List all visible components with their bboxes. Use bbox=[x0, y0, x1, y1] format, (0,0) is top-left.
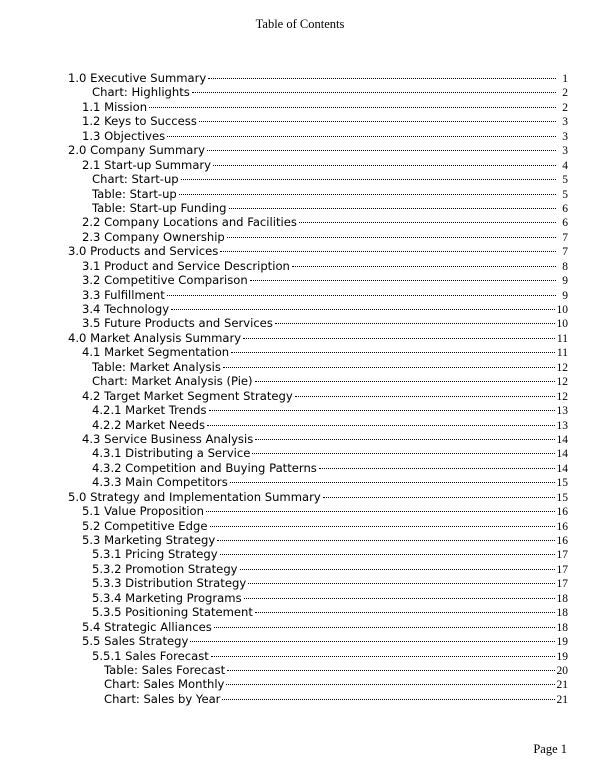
dot-leader bbox=[323, 497, 555, 498]
toc-entry[interactable] bbox=[68, 201, 568, 215]
toc-entry-label: 5.2 Competitive Edge bbox=[82, 518, 208, 533]
toc-entry[interactable] bbox=[68, 374, 568, 388]
dot-leader bbox=[230, 482, 555, 483]
dot-leader bbox=[199, 121, 556, 122]
toc-entry-label: 4.2.2 Market Needs bbox=[92, 417, 206, 432]
toc-entry-label: 5.3.5 Positioning Statement bbox=[92, 605, 253, 620]
toc-entry[interactable] bbox=[68, 475, 568, 489]
dot-leader bbox=[240, 569, 555, 570]
toc-entry[interactable] bbox=[68, 158, 568, 172]
toc-entry[interactable] bbox=[68, 605, 568, 619]
dot-leader bbox=[227, 670, 554, 671]
dot-leader bbox=[243, 338, 555, 339]
toc-entry-label: Table: Start-up Funding bbox=[92, 200, 227, 215]
toc-entry-page-number: 4 bbox=[562, 159, 568, 172]
toc-entry-page-number: 12 bbox=[556, 361, 568, 374]
toc-entry[interactable] bbox=[68, 302, 568, 316]
toc-entry-page-number: 14 bbox=[556, 433, 568, 446]
toc-entry-label: 4.3.3 Main Competitors bbox=[92, 475, 228, 490]
dot-leader bbox=[231, 352, 555, 353]
toc-entry-page-number: 14 bbox=[556, 448, 568, 461]
toc-entry[interactable] bbox=[68, 634, 568, 648]
dot-leader bbox=[275, 323, 555, 324]
dot-leader bbox=[250, 280, 556, 281]
dot-leader bbox=[206, 511, 555, 512]
toc-entry-label: 4.3.1 Distributing a Service bbox=[92, 446, 251, 461]
dot-leader bbox=[181, 179, 556, 180]
dot-leader bbox=[292, 266, 556, 267]
toc-entry[interactable] bbox=[68, 273, 568, 287]
toc-entry-label: 4.3 Service Business Analysis bbox=[82, 431, 254, 446]
toc-entry-label: 5.4 Strategic Alliances bbox=[82, 619, 212, 634]
toc-entry-label: 4.2.1 Market Trends bbox=[92, 403, 207, 418]
toc-entry-page-number: 11 bbox=[556, 332, 568, 345]
toc-entry-page-number: 7 bbox=[562, 231, 568, 244]
toc-entry[interactable] bbox=[68, 461, 568, 475]
toc-entry[interactable] bbox=[68, 432, 568, 446]
dot-leader bbox=[190, 641, 554, 642]
dot-leader bbox=[220, 251, 556, 252]
toc-entry-label: 5.3.1 Pricing Strategy bbox=[92, 547, 218, 562]
toc-entry[interactable] bbox=[68, 316, 568, 330]
toc-entry-page-number: 18 bbox=[556, 592, 568, 605]
table-of-contents bbox=[68, 71, 568, 706]
toc-entry[interactable] bbox=[68, 490, 568, 504]
toc-entry-label: 5.5 Sales Strategy bbox=[82, 634, 189, 649]
toc-entry-page-number: 1 bbox=[562, 73, 568, 85]
dot-leader bbox=[211, 656, 555, 657]
toc-entry-page-number: 21 bbox=[556, 693, 568, 706]
toc-entry[interactable] bbox=[68, 360, 568, 374]
toc-entry[interactable] bbox=[68, 345, 568, 359]
toc-entry-page-number: 10 bbox=[556, 304, 568, 316]
toc-entry-page-number: 13 bbox=[556, 419, 568, 432]
toc-entry-label: 2.3 Company Ownership bbox=[82, 229, 225, 244]
toc-entry-page-number: 12 bbox=[556, 376, 568, 389]
dot-leader bbox=[207, 425, 554, 426]
dot-leader bbox=[208, 78, 556, 79]
toc-entry-label: 1.3 Objectives bbox=[82, 128, 166, 143]
toc-entry-label: 3.5 Future Products and Services bbox=[82, 316, 273, 331]
toc-entry-label: 2.2 Company Locations and Facilities bbox=[82, 215, 297, 230]
toc-entry-label: 3.0 Products and Services bbox=[68, 244, 219, 259]
toc-entry-page-number: 10 bbox=[556, 318, 568, 331]
toc-entry-label: 5.0 Strategy and Implementation Summary bbox=[68, 489, 321, 504]
toc-entry[interactable] bbox=[68, 677, 568, 691]
toc-entry[interactable] bbox=[68, 259, 568, 273]
toc-entry-page-number: 17 bbox=[556, 578, 568, 591]
dot-leader bbox=[227, 237, 556, 238]
dot-leader bbox=[149, 107, 556, 108]
dot-leader bbox=[207, 150, 556, 151]
toc-entry-page-number: 5 bbox=[562, 188, 568, 201]
toc-entry[interactable] bbox=[68, 418, 568, 432]
toc-entry-page-number: 7 bbox=[562, 246, 568, 259]
toc-entry-page-number: 16 bbox=[556, 506, 568, 519]
dot-leader bbox=[214, 627, 555, 628]
toc-entry-label: 5.3 Marketing Strategy bbox=[82, 533, 216, 547]
dot-leader bbox=[167, 295, 556, 296]
toc-entry-label: 4.0 Market Analysis Summary bbox=[68, 330, 242, 345]
toc-entry[interactable] bbox=[68, 215, 568, 229]
toc-entry-label: 4.1 Market Segmentation bbox=[82, 345, 230, 360]
toc-entry[interactable] bbox=[68, 562, 568, 576]
toc-entry[interactable] bbox=[68, 100, 568, 114]
toc-entry-page-number: 9 bbox=[562, 275, 568, 288]
toc-entry-label: Table: Sales Forecast bbox=[104, 662, 226, 677]
toc-entry-page-number: 17 bbox=[556, 549, 568, 562]
toc-entry-page-number: 15 bbox=[556, 477, 568, 490]
toc-entry[interactable] bbox=[68, 692, 568, 706]
toc-entry[interactable] bbox=[68, 230, 568, 244]
dot-leader bbox=[252, 453, 554, 454]
toc-entry[interactable] bbox=[68, 547, 568, 561]
dot-leader bbox=[229, 208, 557, 209]
toc-entry[interactable] bbox=[68, 187, 568, 201]
toc-entry-label: 4.3.2 Competition and Buying Patterns bbox=[92, 460, 317, 475]
toc-entry-label: 3.1 Product and Service Description bbox=[82, 258, 290, 273]
toc-entry-label: 2.0 Company Summary bbox=[68, 143, 205, 158]
dot-leader bbox=[319, 468, 555, 469]
toc-entry-page-number: 17 bbox=[556, 563, 568, 576]
toc-entry-label: 3.2 Competitive Comparison bbox=[82, 273, 248, 288]
toc-entry[interactable] bbox=[68, 620, 568, 634]
toc-entry-page-number: 18 bbox=[556, 621, 568, 634]
toc-entry-page-number: 3 bbox=[562, 145, 568, 158]
toc-entry-page-number: 6 bbox=[562, 202, 568, 215]
toc-entry-label: Table: Start-up bbox=[92, 186, 177, 201]
toc-entry-label: 5.1 Value Proposition bbox=[82, 504, 204, 519]
toc-entry[interactable] bbox=[68, 446, 568, 460]
toc-entry[interactable] bbox=[68, 504, 568, 518]
toc-entry-page-number: 3 bbox=[562, 130, 568, 143]
dot-leader bbox=[255, 612, 555, 613]
dot-leader bbox=[213, 165, 556, 166]
toc-entry-page-number: 19 bbox=[556, 636, 568, 649]
toc-entry-page-number: 8 bbox=[562, 260, 568, 273]
dot-leader bbox=[210, 526, 555, 527]
toc-entry-page-number: 15 bbox=[556, 491, 568, 504]
toc-entry[interactable] bbox=[68, 71, 568, 85]
toc-entry-page-number: 3 bbox=[562, 116, 568, 129]
toc-entry-label: 1.0 Executive Summary bbox=[68, 71, 207, 85]
toc-entry-page-number: 2 bbox=[562, 101, 568, 114]
dot-leader bbox=[217, 540, 554, 541]
toc-entry-label: 3.4 Technology bbox=[82, 302, 170, 316]
toc-entry-page-number: 16 bbox=[556, 520, 568, 533]
dot-leader bbox=[226, 684, 554, 685]
toc-entry[interactable] bbox=[68, 389, 568, 403]
toc-entry[interactable] bbox=[68, 591, 568, 605]
toc-entry[interactable] bbox=[68, 143, 568, 157]
toc-entry-label: 4.2 Target Market Segment Strategy bbox=[82, 388, 293, 403]
page-title: Table of Contents bbox=[255, 17, 345, 31]
toc-entry[interactable] bbox=[68, 85, 568, 99]
toc-entry[interactable] bbox=[68, 519, 568, 533]
toc-entry[interactable] bbox=[68, 288, 568, 302]
dot-leader bbox=[299, 222, 556, 223]
toc-entry-page-number: 21 bbox=[556, 679, 568, 692]
toc-entry-label: Chart: Highlights bbox=[92, 85, 190, 100]
toc-entry[interactable] bbox=[68, 172, 568, 186]
toc-entry-page-number: 19 bbox=[556, 650, 568, 663]
toc-entry[interactable] bbox=[68, 244, 568, 258]
toc-entry-label: 5.3.4 Marketing Programs bbox=[92, 590, 242, 605]
toc-entry[interactable] bbox=[68, 649, 568, 663]
dot-leader bbox=[171, 309, 554, 310]
toc-entry[interactable] bbox=[68, 403, 568, 417]
toc-entry[interactable] bbox=[68, 114, 568, 128]
toc-entry-label: 5.3.2 Promotion Strategy bbox=[92, 561, 238, 576]
toc-entry-page-number: 2 bbox=[562, 87, 568, 100]
page-number-footer: Page 1 bbox=[533, 742, 567, 756]
toc-entry-page-number: 13 bbox=[556, 405, 568, 418]
dot-leader bbox=[222, 699, 554, 700]
dot-leader bbox=[209, 410, 555, 411]
dot-leader bbox=[295, 396, 555, 397]
toc-entry-label: 2.1 Start-up Summary bbox=[82, 157, 212, 172]
toc-entry-page-number: 9 bbox=[562, 289, 568, 302]
toc-entry-label: 1.1 Mission bbox=[82, 99, 148, 114]
toc-entry-page-number: 6 bbox=[562, 217, 568, 230]
dot-leader bbox=[255, 381, 555, 382]
toc-entry-page-number: 11 bbox=[556, 347, 568, 360]
toc-entry-page-number: 5 bbox=[562, 174, 568, 187]
toc-entry-page-number: 18 bbox=[556, 607, 568, 620]
dot-leader bbox=[255, 439, 554, 440]
toc-entry-label: Table: Market Analysis bbox=[92, 359, 221, 374]
toc-entry-label: Chart: Sales by Year bbox=[104, 691, 221, 706]
toc-entry-label: 5.5.1 Sales Forecast bbox=[92, 648, 209, 663]
toc-entry-label: 5.3.3 Distribution Strategy bbox=[92, 576, 247, 591]
toc-entry[interactable] bbox=[68, 331, 568, 345]
toc-entry-label: Chart: Market Analysis (Pie) bbox=[92, 374, 253, 389]
dot-leader bbox=[179, 194, 556, 195]
toc-entry-page-number: 14 bbox=[556, 462, 568, 475]
dot-leader bbox=[220, 554, 555, 555]
toc-entry-label: Chart: Start-up bbox=[92, 172, 179, 187]
toc-entry[interactable] bbox=[68, 576, 568, 590]
toc-entry-label: 1.2 Keys to Success bbox=[82, 114, 197, 129]
toc-entry[interactable] bbox=[68, 533, 568, 547]
dot-leader bbox=[244, 598, 555, 599]
toc-entry-page-number: 16 bbox=[556, 535, 568, 547]
dot-leader bbox=[248, 583, 554, 584]
toc-entry-page-number: 12 bbox=[556, 390, 568, 403]
dot-leader bbox=[192, 92, 556, 93]
toc-entry[interactable] bbox=[68, 663, 568, 677]
toc-entry-label: Chart: Sales Monthly bbox=[104, 677, 225, 692]
toc-entry-page-number: 20 bbox=[556, 664, 568, 677]
toc-entry-label: 3.3 Fulfillment bbox=[82, 287, 165, 302]
dot-leader bbox=[223, 367, 555, 368]
dot-leader bbox=[167, 136, 556, 137]
toc-entry[interactable] bbox=[68, 129, 568, 143]
